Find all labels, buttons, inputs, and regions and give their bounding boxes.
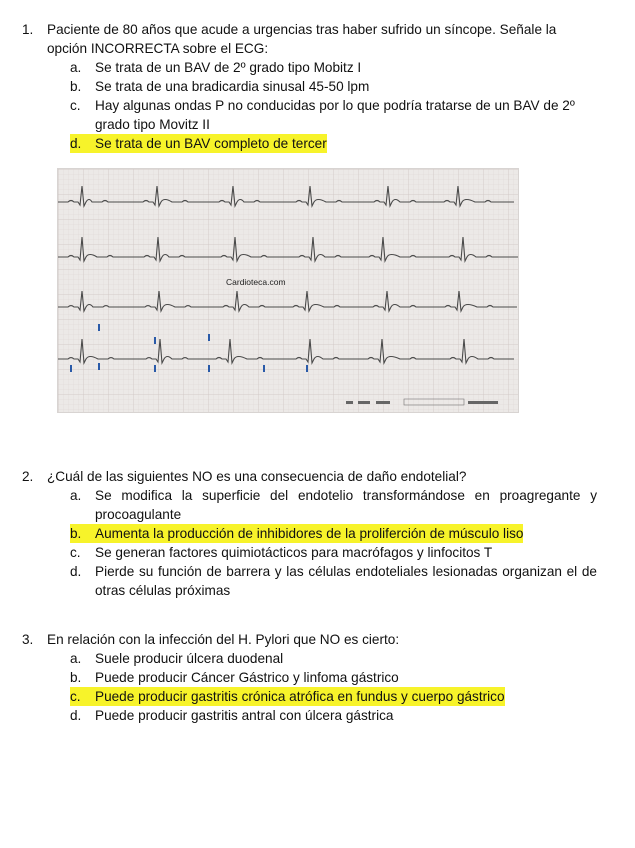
option-a	[70, 486, 597, 524]
question-3	[22, 630, 597, 725]
option-text: Se trata de un BAV completo de tercer	[95, 136, 327, 151]
ecg-marker	[263, 365, 265, 372]
option-text: Se trata de un BAV de 2º grado tipo Mobitz I	[95, 60, 362, 75]
option-letter: a.	[70, 488, 82, 503]
option-letter: d.	[70, 708, 82, 723]
option-b-highlighted	[70, 524, 597, 543]
ecg-marker	[208, 365, 210, 372]
ecg-image	[57, 168, 519, 413]
ecg-marker	[98, 324, 100, 331]
option-letter: b.	[70, 670, 82, 685]
option-text: Hay algunas ondas P no conducidas por lo que podría tratarse de un BAV de 2º grado tipo Movitz II	[95, 98, 575, 132]
ecg-marker	[98, 363, 100, 370]
option-letter: c.	[70, 98, 81, 113]
option-letter: a.	[70, 651, 82, 666]
option-text: Se trata de una bradicardia sinusal 45-50 lpm	[95, 79, 370, 94]
question-number: 2.	[22, 469, 34, 484]
option-b	[70, 668, 597, 687]
option-d	[70, 706, 597, 725]
option-letter: a.	[70, 60, 82, 75]
option-letter: b.	[70, 526, 82, 541]
ecg-watermark: Cardioteca.com	[226, 277, 286, 287]
question-number: 3.	[22, 632, 34, 647]
option-b	[70, 77, 597, 96]
option-text: Suele producir úlcera duodenal	[95, 651, 284, 666]
option-c	[70, 96, 597, 134]
question-stem: ¿Cuál de las siguientes NO es una consecuencia de daño endotelial?	[47, 469, 467, 484]
question-1	[22, 20, 597, 153]
option-text: Pierde su función de barrera y las células endoteliales lesionadas organizan el de otras células próximas	[95, 564, 597, 598]
option-letter: c.	[70, 689, 81, 704]
option-letter: d.	[70, 564, 82, 579]
option-d	[70, 562, 597, 600]
ecg-marker	[306, 365, 308, 372]
ecg-marker	[208, 334, 210, 341]
option-d-highlighted	[70, 134, 597, 153]
option-c-highlighted	[70, 687, 597, 706]
option-letter: d.	[70, 136, 82, 151]
option-letter: c.	[70, 545, 81, 560]
option-text: Puede producir gastritis antral con úlcera gástrica	[95, 708, 394, 723]
option-text: Se generan factores quimiotácticos para macrófagos y linfocitos T	[95, 545, 493, 560]
option-text: Aumenta la producción de inhibidores de la proliferción de músculo liso	[95, 526, 524, 541]
option-a	[70, 649, 597, 668]
question-2	[22, 467, 597, 600]
question-number: 1.	[22, 22, 34, 37]
ecg-trace-graphic	[58, 169, 518, 412]
question-stem: Paciente de 80 años que acude a urgencias tras haber sufrido un síncope. Señale la opción INCORRECTA sobre el ECG:	[47, 22, 557, 56]
option-letter: b.	[70, 79, 82, 94]
question-stem: En relación con la infección del H. Pylori que NO es cierto:	[47, 632, 400, 647]
ecg-marker	[154, 337, 156, 344]
ecg-marker	[154, 365, 156, 372]
ecg-marker	[70, 365, 72, 372]
option-text: Se modifica la superficie del endotelio transformándose en proagregante y procoagulante	[95, 488, 597, 522]
option-c	[70, 543, 597, 562]
option-text: Puede producir gastritis crónica atrófica en fundus y cuerpo gástrico	[95, 689, 505, 704]
option-text: Puede producir Cáncer Gástrico y linfoma gástrico	[95, 670, 399, 685]
option-a	[70, 58, 597, 77]
